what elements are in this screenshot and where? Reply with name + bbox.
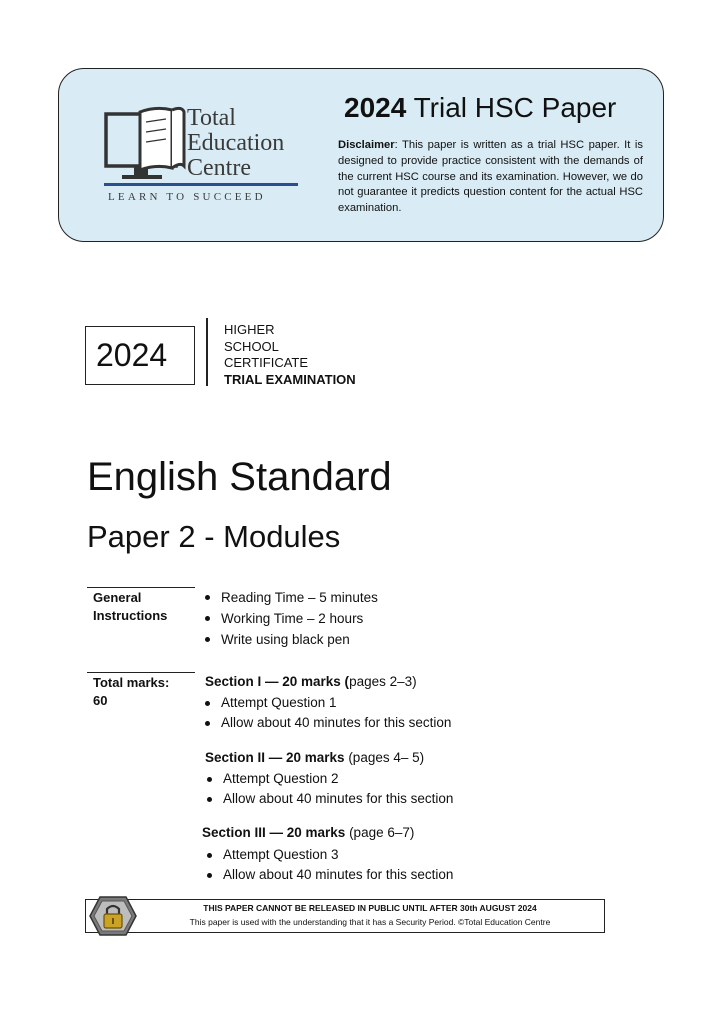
section-1-heading [205,674,417,689]
section-3-heading-bold: Section III — 20 marks [202,825,346,840]
cert-line-certificate: CERTIFICATE [224,355,309,370]
trial-title-rest: Trial HSC Paper [413,92,617,123]
trial-paper-title [344,92,616,124]
subject-title: English Standard [87,455,392,499]
section-3-heading [202,825,414,840]
security-notice-heading: THIS PAPER CANNOT BE RELEASED IN PUBLIC UNTIL AFTER 30th AUGUST 2024 [203,903,537,913]
list-item: Attempt Question 1 [203,693,451,713]
exam-year: 2024 [96,337,168,373]
security-notice-text: This paper is used with the understanding that it has a Security Period. ©Total Education Centre [189,917,551,927]
certificate-block [224,322,356,388]
divider-vertical [206,318,208,386]
logo-line-1: Total [187,105,236,131]
list-item: Allow about 40 minutes for this section [205,789,453,809]
total-marks-label-line1: Total marks: [93,675,170,690]
list-item: Write using black pen [203,629,378,650]
logo-line-3: Centre [187,155,251,181]
section-2-heading [205,750,424,765]
list-item: Allow about 40 minutes for this section [205,865,453,885]
instructions-label [93,589,167,625]
section-3-list [205,845,453,885]
section-3-heading-rest: (page 6–7) [345,825,415,840]
logo-tagline: LEARN TO SUCCEED [108,191,266,203]
instructions-label-line2: Instructions [93,608,168,623]
cert-line-higher: HIGHER [224,322,275,337]
section-2-heading-rest: (pages 4– 5) [344,750,425,765]
list-item: Reading Time – 5 minutes [203,587,378,608]
total-marks-label [93,674,169,710]
divider-marks [87,672,195,673]
section-2-list [205,769,453,809]
list-item: Attempt Question 2 [205,769,453,789]
section-1-heading-rest: pages 2–3) [349,674,417,689]
instructions-label-line1: General [93,590,142,605]
cert-line-school: SCHOOL [224,338,279,354]
list-item: Working Time – 2 hours [203,608,378,629]
exam-year-box [85,326,195,385]
list-item: Allow about 40 minutes for this section [203,713,451,733]
padlock-icon [88,895,138,937]
paper-title: Paper 2 - Modules [87,519,341,554]
disclaimer-label: Disclaimer [338,139,395,151]
total-marks-value: 60 [93,693,108,708]
disclaimer-text: : This paper is written as a trial HSC paper. It is designed to provide practice consistent with the demands of the current HSC course and its examination. However, we do not guarantee it predicts question content for the actual HSC examination. [338,139,643,215]
instructions-list [203,587,378,650]
list-item: Attempt Question 3 [205,845,453,865]
section-1-heading-bold: Section I — 20 marks ( [205,674,350,689]
logo-wordmark [187,106,284,181]
cert-line-trial: TRIAL EXAMINATION [224,371,356,387]
logo-line-2: Education [187,130,285,156]
disclaimer [338,138,643,217]
section-2-heading-bold: Section II — 20 marks [205,750,345,765]
trial-title-year: 2024 [344,92,407,123]
logo-underline [104,183,298,186]
section-1-list [203,693,451,733]
divider-instructions [87,587,195,588]
